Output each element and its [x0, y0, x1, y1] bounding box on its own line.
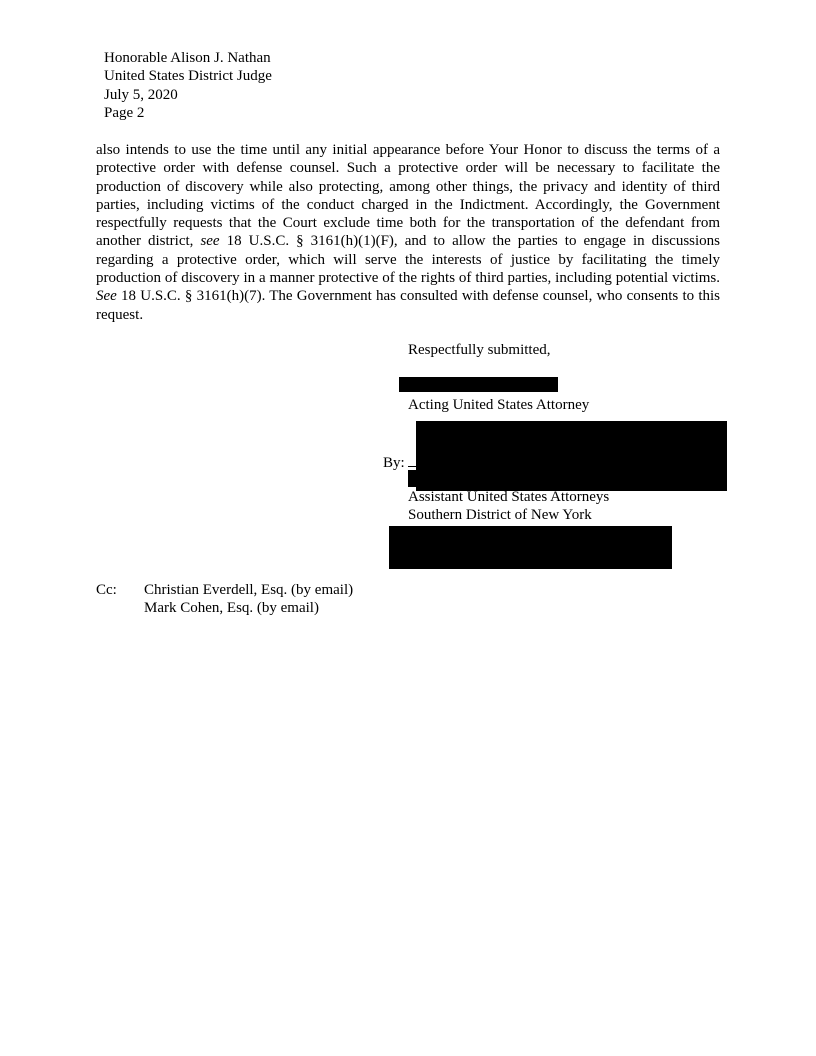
redaction-block [408, 470, 418, 487]
by-label: By: [383, 455, 405, 471]
redaction-block [399, 377, 558, 392]
signer-title: Assistant United States Attorneys [408, 489, 610, 505]
recipient-title: United States District Judge [104, 68, 272, 84]
redaction-block [389, 526, 672, 569]
cc-recipient: Mark Cohen, Esq. (by email) [144, 600, 319, 616]
citation-signal-see: see [200, 233, 220, 250]
letter-date: July 5, 2020 [104, 87, 178, 103]
office-title: Acting United States Attorney [408, 397, 590, 413]
by-line [383, 452, 416, 472]
page-number: Page 2 [104, 105, 145, 121]
cc-recipient: Christian Everdell, Esq. (by email) [144, 582, 354, 598]
district: Southern District of New York [408, 507, 592, 523]
body-text-segment: also intends to use the time until any initial appearance before Your Honor to discuss the terms of a protective order with defense counsel. Such a protective order will be necessary to facilitate the production of discovery while also protecting, among other things, the privacy and identity of third parties, including victims of the conduct charged in the Indictment. Accordingly, the Government respectfully requests that the Court exclude time both for the transportation of the defendant from another district, [96, 142, 720, 250]
redaction-block [416, 421, 727, 491]
recipient-name: Honorable Alison J. Nathan [104, 50, 271, 66]
body-text-segment: 18 U.S.C. § 3161(h)(7). The Government has consulted with defense counsel, who consents to this request. [96, 288, 720, 323]
body-paragraph [96, 141, 720, 324]
citation-signal-see: See [96, 288, 117, 305]
cc-label: Cc: [96, 582, 117, 598]
closing: Respectfully submitted, [408, 342, 551, 358]
body-text-segment: 18 U.S.C. § 3161(h)(1)(F), and to allow the parties to engage in discussions regarding a protective order, which will serve the interests of justice by facilitating the timely production of discovery in a manner protective of the rights of third parties, including potential victims. [96, 233, 720, 287]
